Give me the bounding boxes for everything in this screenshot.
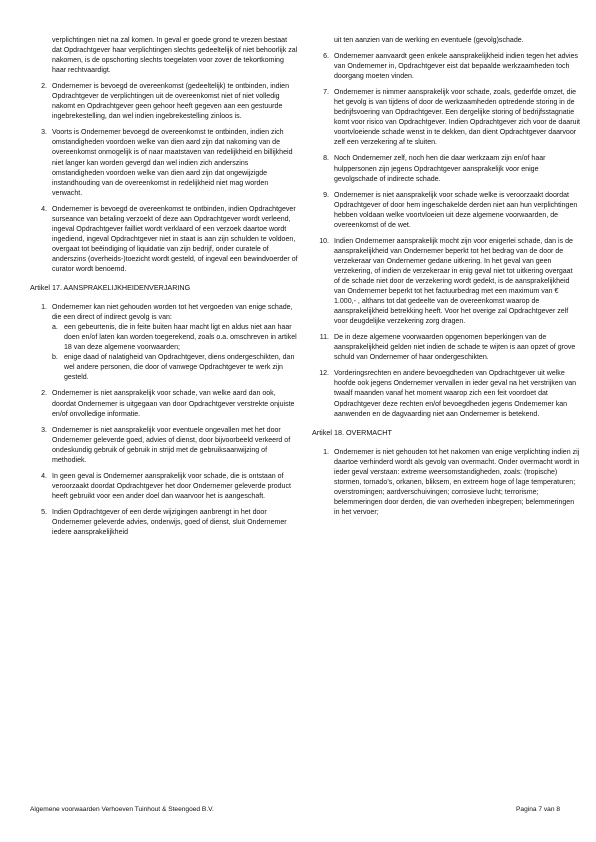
item-text: Ondernemer is niet aansprakelijk voor schade, van welke aard dan ook, doordat Ondernemer is uitgegaan van door Opdrachtgever verstrekte onjuiste en/of onvolledige informatie. <box>52 390 295 418</box>
article-16-list <box>36 82 298 275</box>
item-text: Ondernemer is bevoegd de overeenkomst te ontbinden, indien Opdrachtgever surseance van betaling verzoekt of deze aan Opdrachtgever wordt verleend, ingeval Opdrachtgever failliet wordt verklaard of een verzoek daartoe wordt ingediend, ingeval Opdrachtgever niet in staat is aan zijn schulden te voldoen, overgaat tot beëindiging of liquidatie van zijn bedrijf, onder curatele of anderszins (overheids-)toezicht wordt gesteld, of ingeval een bewindvoerder of curator wordt benoemd. <box>52 205 298 273</box>
article-18-list <box>318 448 580 518</box>
item-text: Ondernemer is niet gehouden tot het nakomen van enige verplichting indien zij daartoe verhinderd wordt als gevolg van overmacht. Onder overmacht wordt in ieder geval verstaan: extreme weersomstandigheden, zoals: (tropische) stormen, tornado’s, orkanen, bliksem, en extreem hoge of lage temperaturen; overstromingen; aardverschuivingen; corrosieve lucht; terrorisme; belemmeringen door derden, die van overheden inbegrepen; belemmeringen in het vervoer; <box>334 448 580 516</box>
list-item <box>318 52 580 82</box>
item-number: 10. <box>319 237 329 245</box>
item-number: 5. <box>41 508 47 516</box>
list-item <box>36 82 298 122</box>
item-text: Noch Ondernemer zelf, noch hen die daar werkzaam zijn en/of haar hulppersonen zijn jegens Opdrachtgever aansprakelijk voor enige gevolgschade of indirecte schade. <box>334 155 546 183</box>
list-item <box>36 389 298 419</box>
item-number: 4. <box>41 472 47 480</box>
item-text: Ondernemer is niet aansprakelijk voor eventuele ongevallen met het door Ondernemer geleverde goed, advies of dienst, door bijvoorbeeld verkeerd of ondeskundig gebruik of gebruik in strijd met de gebruiksaanwijzing of methodiek. <box>52 426 291 464</box>
footer-document-title: Algemene voorwaarden Verhoeven Tuinhout & Steengoed B.V. <box>30 806 214 813</box>
sub-item <box>52 323 298 353</box>
list-item <box>318 333 580 363</box>
list-item <box>36 128 298 198</box>
left-column <box>30 36 298 544</box>
item-number: 3. <box>41 426 47 434</box>
list-item <box>36 205 298 275</box>
list-item <box>36 303 298 383</box>
footer-page-number: Pagina 7 van 8 <box>516 806 560 813</box>
list-item <box>318 369 580 419</box>
item-number: 1. <box>323 448 329 456</box>
sub-item <box>52 353 298 383</box>
item-text: Vorderingsrechten en andere bevoegdheden van Opdrachtgever uit welke hoofde ook jegens Ondernemer vervallen in ieder geval na het verstrijken van twaalf maanden vanaf het moment waarop zich een feit voordoet dat Opdrachtgever deze rechten en/of bevoegdheden jegens Ondernemer kan aanwenden en de dagvaarding niet aan Ondernemer is betekend. <box>334 370 577 418</box>
item-text: Voorts is Ondernemer bevoegd de overeenkomst te ontbinden, indien zich omstandigheden voordoen welke van dien aard zijn dat nakoming van de overeenkomst onmogelijk is of naar maatstaven van redelijkheid en billijkheid niet langer kan worden gevergd dan wel indien zich anderszins omstandigheden voordoen welke van dien aard zijn dat ongewijzigde instandhouding van de overeenkomst in redelijkheid niet mag worden verwacht. <box>52 129 293 197</box>
item-number: 7. <box>323 89 329 97</box>
list-item <box>318 448 580 518</box>
item-text: De in deze algemene voorwaarden opgenomen beperkingen van de aansprakelijkheid gelden niet indien de schade te wijten is aan opzet of grove schuld van Ondernemer of haar ondergeschikten. <box>334 334 576 362</box>
item-text: Ondernemer is nimmer aansprakelijk voor schade, zoals, gederfde omzet, die het gevolg is van tijdens of door de werkzaamheden optredende storing in de bedrijfsvoering van Opdrachtgever. Een dergelijke storing of bedrijfsstagnatie komt voor risico van Opdrachtgever. Indien Opdrachtgever zich voor de daaruit voortvloeiende schade wenst in te dekken, dan dient Opdrachtgever daarvoor zelf een verzekering af te sluiten. <box>334 89 580 147</box>
list-item <box>36 426 298 466</box>
list-item <box>318 191 580 231</box>
item-text: Ondernemer kan niet gehouden worden tot het vergoeden van enige schade, die een direct of indirect gevolg is van: <box>52 304 293 322</box>
article-17-list-continued <box>318 52 580 420</box>
sub-item-text: enige daad of nalatigheid van Opdrachtgever, diens ondergeschikten, dan wel andere personen, die door of vanwege Opdrachtgever te werk zijn gesteld. <box>64 354 295 382</box>
article-17-heading: Artikel 17. AANSPRAKELIJKHEIDENVERJARING <box>30 283 191 293</box>
continuation-paragraph <box>318 36 580 46</box>
list-item <box>36 508 298 538</box>
item-number: 12. <box>319 370 329 378</box>
sub-item-letter: a. <box>52 324 58 332</box>
item-text: In geen geval is Ondernemer aansprakelijk voor schade, die is ontstaan of veroorzaakt doordat Opdrachtgever het door Ondernemer geleverde product heeft gebruikt voor een ander doel dan waarvoor het is aangeschaft. <box>52 472 291 500</box>
continuation-text: verplichtingen niet na zal komen. In geval er goede grond te vrezen bestaat dat Opdrachtgever haar verplichtingen slechts gedeeltelijk of niet behoorlijk zal nakomen, is de opschorting slechts toegelaten voor zover de tekortkoming haar rechtvaardigt. <box>52 37 298 75</box>
list-item <box>318 88 580 148</box>
list-item <box>36 472 298 502</box>
item-number: 6. <box>323 53 329 61</box>
item-number: 11. <box>319 334 329 342</box>
list-item <box>318 154 580 184</box>
sub-item-letter: b. <box>52 354 58 362</box>
continuation-text: uit ten aanzien van de werking en eventuele (gevolg)schade. <box>334 37 524 44</box>
list-item <box>318 237 580 327</box>
item-number: 8. <box>323 155 329 163</box>
item-number: 2. <box>41 83 47 91</box>
item-number: 3. <box>41 129 47 137</box>
item-text: Indien Ondernemer aansprakelijk mocht zijn voor enigerlei schade, dan is de aansprakelijkheid van Ondernemer beperkt tot het bedrag van de door de verzekeraar van Ondernemer gedane uitkering. In het geval van geen verzekering, of indien de verzekeraar in enig geval niet tot uitkering overgaat of de schade niet door de verzekering wordt gedekt, is de aansprakelijkheid van Ondernemer beperkt tot het factuurbedrag met een maximum van € 1.000,- , althans tot dat gedeelte van de overeenkomst waarop de aansprakelijkheid betrekking heeft. Voor het overige zal Opdrachtgever zelf voor deugdelijke verzekering zorg dragen. <box>334 237 573 326</box>
right-column <box>312 36 580 524</box>
article-18-heading: Artikel 18. OVERMACHT <box>312 427 392 437</box>
item-number: 2. <box>41 390 47 398</box>
sub-item-text: een gebeurtenis, die in feite buiten haar macht ligt en aldus niet aan haar doen en/of laten kan worden toegerekend, zoals o.a. omschreven in artikel 18 van deze algemene voorwaarden; <box>64 324 297 352</box>
item-text: Ondernemer is niet aansprakelijk voor schade welke is veroorzaakt doordat Opdrachtgever of door hem ingeschakelde derden niet aan hun verplichtingen hebben voldaan welke voortvloeien uit deze algemene voorwaarden, de overeenkomst of de wet. <box>334 191 578 229</box>
item-number: 9. <box>323 191 329 199</box>
item-number: 1. <box>41 304 47 312</box>
item-text: Ondernemer aanvaardt geen enkele aansprakelijkheid indien tegen het advies van Ondernemer in, Opdrachtgever eist dat bepaalde werkzaamheden toch doorgang moeten vinden. <box>334 53 579 81</box>
item-text: Ondernemer is bevoegd de overeenkomst (gedeeltelijk) te ontbinden, indien Opdrachtgever de verplichtingen uit de overeenkomst niet of niet volledig nakomt en Opdrachtgever geen gehoor heeft gegeven aan een gestuurde ingebrekestelling, dan wel indien ingebrekestelling zinloos is. <box>52 83 289 121</box>
item-text: Indien Opdrachtgever of een derde wijzigingen aanbrengt in het door Ondernemer geleverde advies, onderwijs, goed of dienst, sluit Ondernemer iedere aansprakelijkheid <box>52 508 287 537</box>
continuation-paragraph <box>36 36 298 76</box>
item-number: 4. <box>41 205 47 213</box>
article-17-list <box>36 303 298 538</box>
